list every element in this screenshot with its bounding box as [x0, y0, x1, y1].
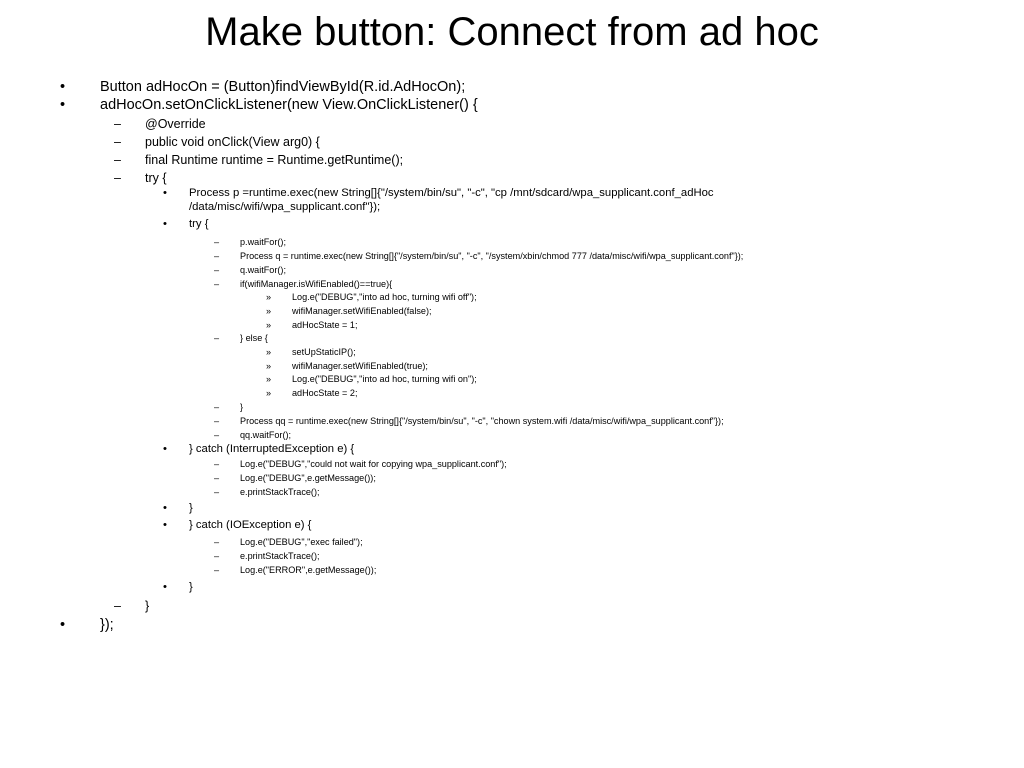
bullet-marker: – [214, 265, 220, 275]
bullet-marker: • [163, 218, 167, 230]
outline-item-text: setUpStaticIP(); [292, 347, 356, 357]
outline-item-text: Log.e("ERROR",e.getMessage()); [240, 565, 377, 575]
bullet-marker: » [266, 292, 272, 302]
bullet-marker: – [214, 237, 220, 247]
bullet-marker: – [214, 537, 220, 547]
slide-content [0, 74, 1024, 764]
outline-item-text: Button adHocOn = (Button)findViewById(R.id.AdHocOn); [100, 79, 466, 95]
bullet-marker: • [60, 97, 66, 113]
outline-item-text: /data/misc/wifi/wpa_supplicant.conf"}); [189, 201, 381, 213]
bullet-marker: » [266, 361, 272, 371]
outline-item-text: e.printStackTrace(); [240, 551, 320, 561]
outline-item-text: } [145, 599, 150, 613]
bullet-marker: – [214, 279, 220, 289]
outline-item-text: Log.e("DEBUG","into ad hoc, turning wifi on"); [292, 374, 477, 384]
bullet-marker: – [214, 430, 220, 440]
outline-item-text: } catch (InterruptedException e) { [189, 443, 355, 455]
bullet-marker: – [114, 135, 121, 149]
bullet-marker: – [214, 333, 220, 343]
bullet-marker: – [214, 487, 220, 497]
outline-item-text: wifiManager.setWifiEnabled(true); [292, 361, 428, 371]
bullet-marker: • [60, 79, 66, 95]
bullet-marker: • [163, 443, 167, 455]
outline-item-text: qq.waitFor(); [240, 430, 292, 440]
bullet-marker: – [114, 117, 121, 131]
outline-item-text: wifiManager.setWifiEnabled(false); [292, 306, 432, 316]
bullet-marker: • [163, 502, 167, 514]
outline-item-text: q.waitFor(); [240, 265, 286, 275]
outline-item-text: } else { [240, 333, 268, 343]
outline-item-text: Log.e("DEBUG","exec failed"); [240, 537, 363, 547]
outline-item-text: Log.e("DEBUG",e.getMessage()); [240, 473, 376, 483]
bullet-marker: » [266, 374, 272, 384]
outline-item-text: if(wifiManager.isWifiEnabled()==true){ [240, 279, 393, 289]
outline-item-text: public void onClick(View arg0) { [145, 135, 320, 149]
outline-item-text: @Override [145, 117, 206, 131]
bullet-marker: – [214, 402, 220, 412]
bullet-marker: – [114, 153, 121, 167]
bullet-marker: » [266, 320, 272, 330]
outline-item-text: } [189, 502, 193, 514]
bullet-marker: • [163, 519, 167, 531]
outline-item-text: adHocState = 1; [292, 320, 358, 330]
outline-item-text: try { [189, 218, 209, 230]
outline-item-text: adHocState = 2; [292, 388, 358, 398]
outline-item-text: } [240, 402, 244, 412]
bullet-marker: • [60, 617, 66, 633]
bullet-marker: » [266, 306, 272, 316]
bullet-marker: – [214, 551, 220, 561]
outline-item-text: Process qq = runtime.exec(new String[]{"/system/bin/su", "-c", "chown system.wifi /data/misc/wifi/wpa_supplicant.conf"}); [240, 416, 724, 426]
bullet-marker: – [214, 416, 220, 426]
bullet-marker: – [214, 565, 220, 575]
outline-item-text: final Runtime runtime = Runtime.getRuntime(); [145, 153, 404, 167]
outline-item-text: p.waitFor(); [240, 237, 286, 247]
outline-item-text: } catch (IOException e) { [189, 519, 312, 531]
bullet-marker: • [163, 581, 167, 593]
outline-item-text: }); [100, 617, 114, 633]
bullet-marker: • [163, 187, 167, 199]
outline-item-text: e.printStackTrace(); [240, 487, 320, 497]
outline-item-text: Process p =runtime.exec(new String[]{"/system/bin/su", "-c", "cp /mnt/sdcard/wpa_supplicant.conf_adHoc [189, 187, 714, 199]
outline-item-text: } [189, 581, 193, 593]
outline-item-text: Process q = runtime.exec(new String[]{"/system/bin/su", "-c", "/system/xbin/chmod 777 /data/misc/wifi/wpa_supplicant.conf"}); [240, 251, 744, 261]
bullet-marker: – [114, 599, 121, 613]
bullet-marker: – [214, 459, 220, 469]
outline-item-text: Log.e("DEBUG","into ad hoc, turning wifi off"); [292, 292, 477, 302]
bullet-marker: » [266, 347, 272, 357]
bullet-marker: – [214, 251, 220, 261]
bullet-marker: » [266, 388, 272, 398]
slide-title: Make button: Connect from ad hoc [205, 10, 819, 54]
outline-item-text: adHocOn.setOnClickListener(new View.OnClickListener() { [100, 97, 478, 113]
outline-item-text: Log.e("DEBUG","could not wait for copying wpa_supplicant.conf"); [240, 459, 507, 469]
outline-item-text: try { [145, 171, 167, 185]
bullet-marker: – [214, 473, 220, 483]
bullet-marker: – [114, 171, 121, 185]
